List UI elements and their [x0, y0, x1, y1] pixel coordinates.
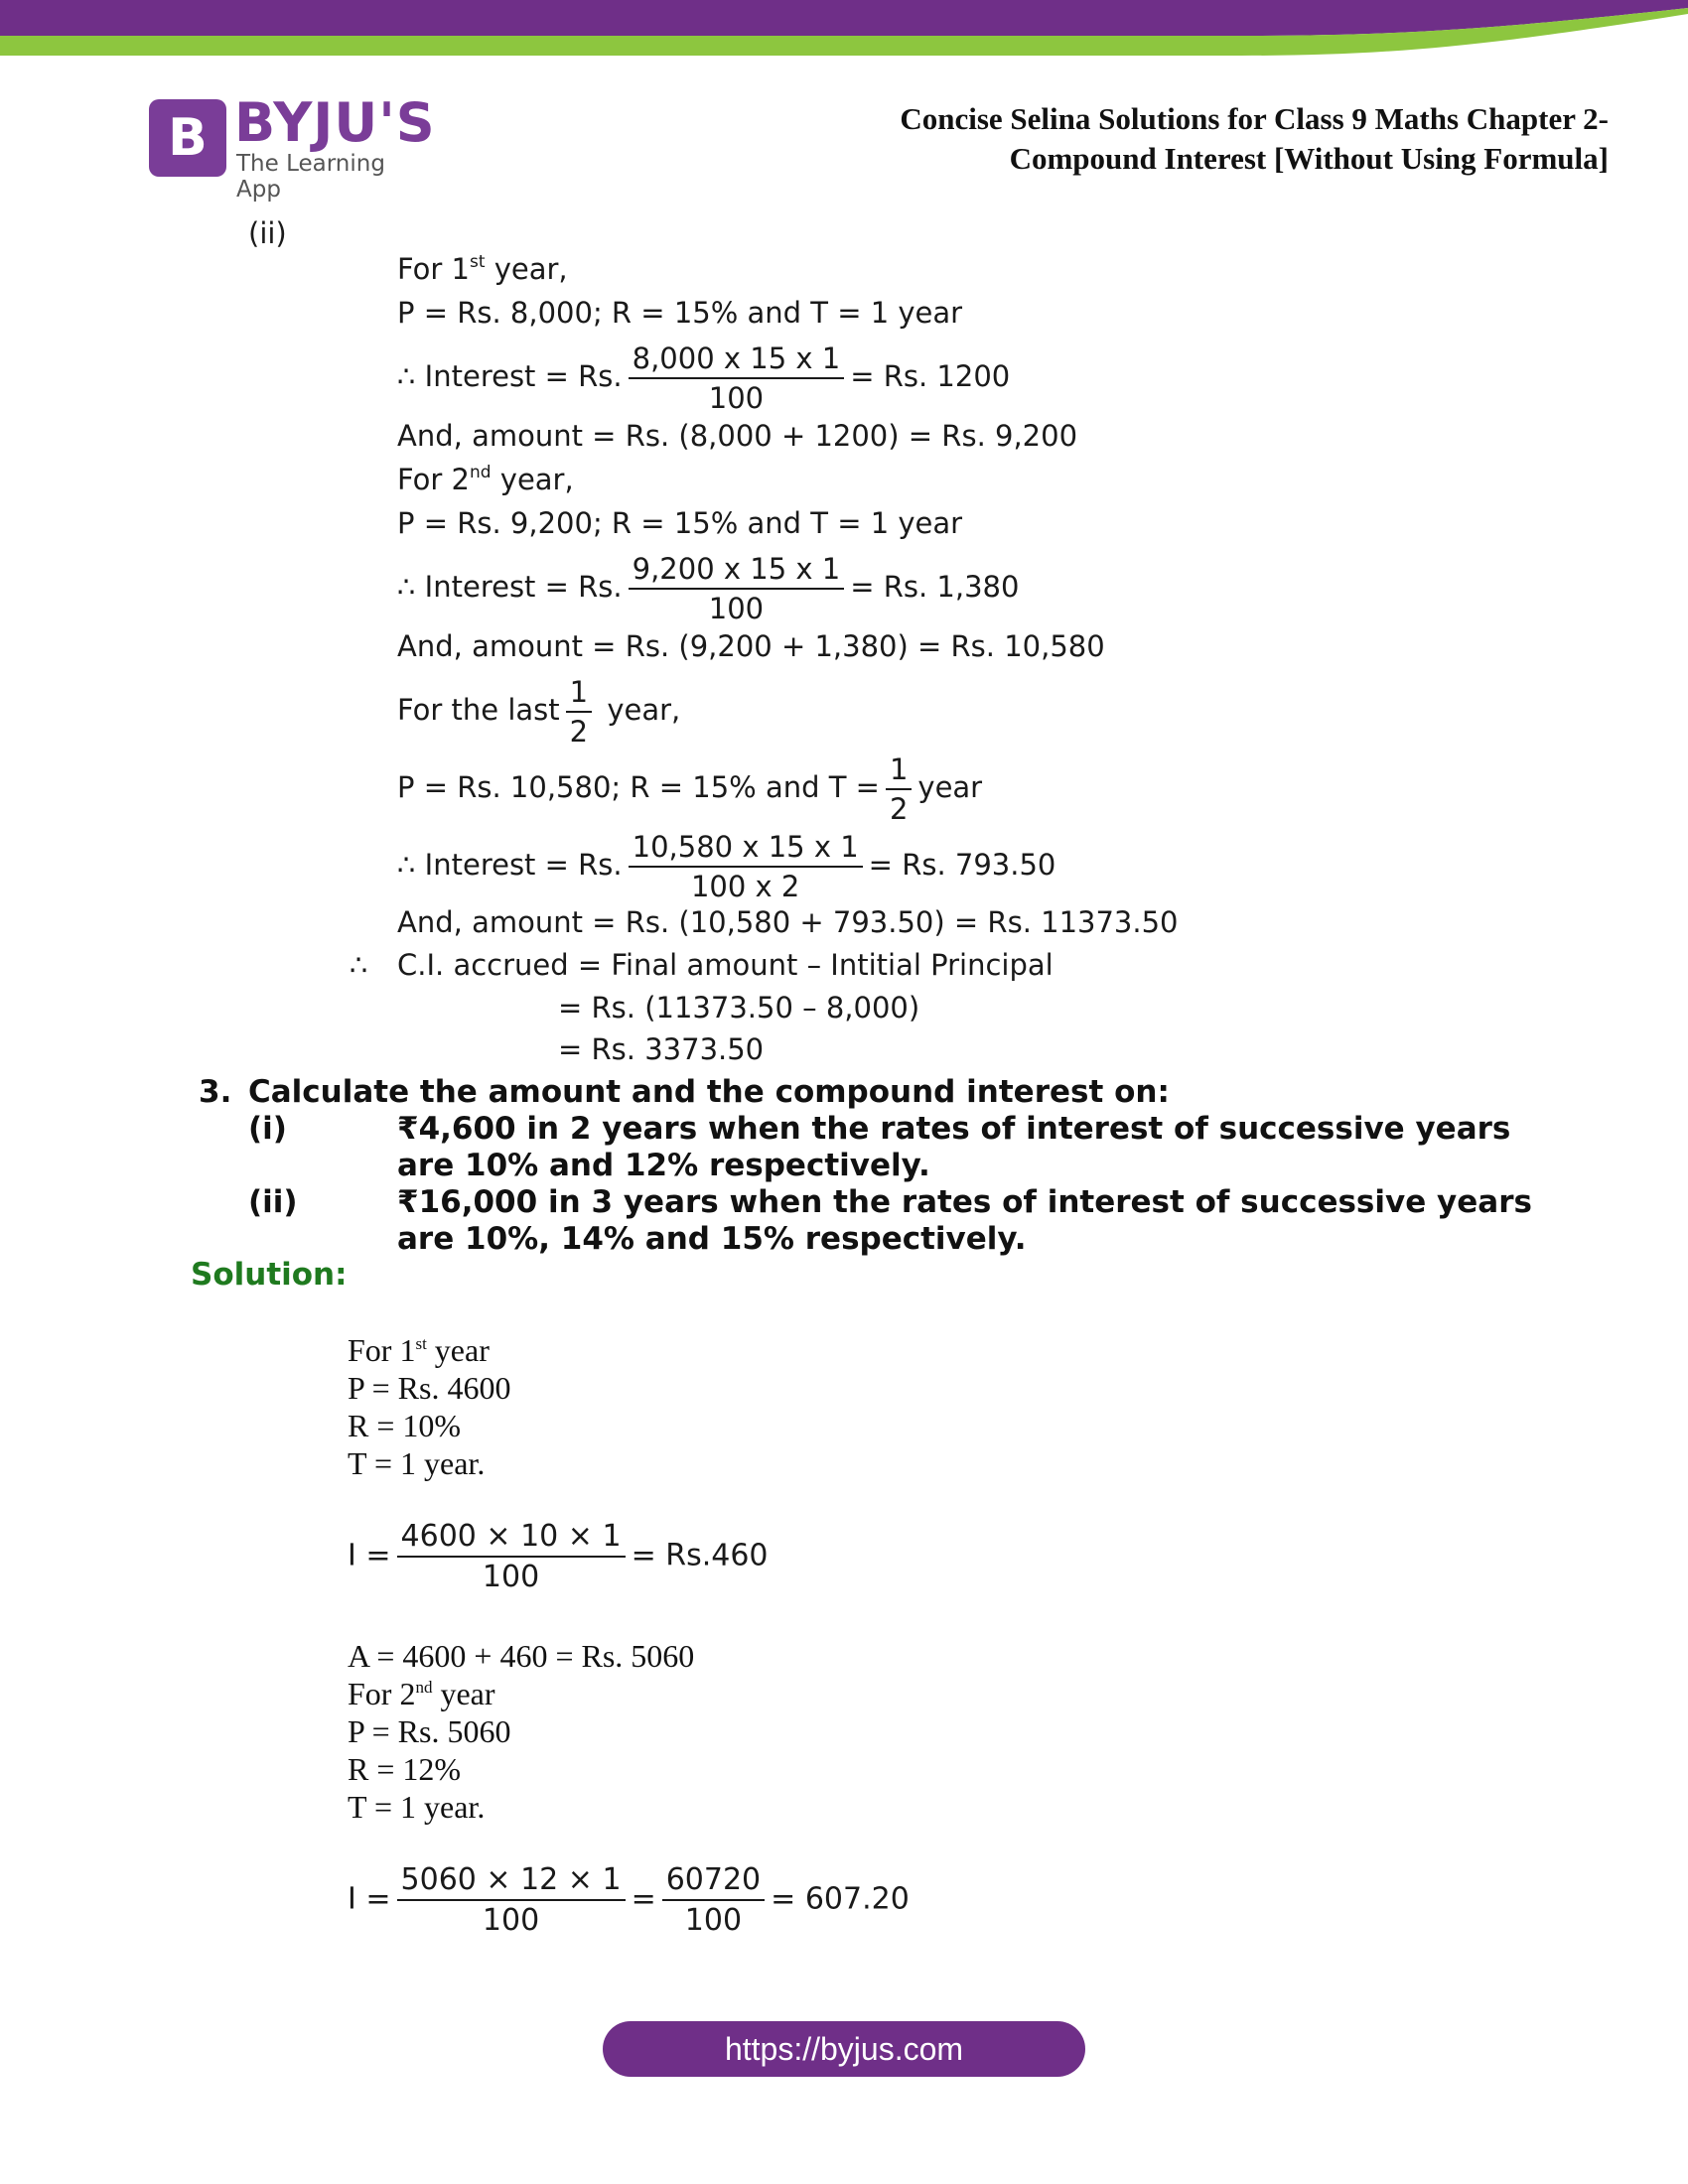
year-1-time: T = 1 year. [348, 1445, 486, 1481]
question-item-label: (i) [248, 1111, 287, 1147]
fraction: $\frac{9,200 x 15 x 1}{100}$ [629, 552, 845, 625]
question-item-text: ₹4,600 in 2 years when the rates of interest of successive years are 10% and 12% respectively. [397, 1111, 1511, 1183]
question-item-text: ₹16,000 in 3 years when the rates of interest of successive years are 10%, 14% and 15% respectively. [397, 1184, 1532, 1257]
year-2-interest-equation: I = $\frac{5060 \times 12 \times 1}{100}$ = $\frac{60720}{100}$ = 607.20 [348, 1862, 910, 1938]
title-line-2: Compound Interest [Without Using Formula] [1009, 141, 1609, 176]
half-year-heading: For the last $\frac{1}{2}$ year, [397, 675, 681, 749]
fraction: $\frac{1}{2}$ [886, 752, 912, 826]
therefore-symbol: ∴ [350, 948, 368, 982]
fraction: $\frac{5060 \times 12 \times 1}{100}$ [397, 1862, 626, 1938]
first-year-amount: And, amount = Rs. (8,000 + 1200) = Rs. 9,200 [397, 419, 1078, 453]
half-year-interest: ∴ Interest = Rs. $\frac{10,580 x 15 x 1}{100 x 2}$ = Rs. 793.50 [397, 830, 1056, 903]
top-band [0, 0, 1688, 60]
brand-tagline: The Learning App [236, 151, 385, 203]
solution-label: Solution: [191, 1257, 348, 1293]
second-year-params: P = Rs. 9,200; R = 15% and T = 1 year [397, 506, 963, 540]
year-1-interest-equation: I = $\frac{4600 \times 10 \times 1}{100}$ = Rs.460 [348, 1519, 769, 1594]
year-1-principal: P = Rs. 4600 [348, 1370, 511, 1406]
second-year-interest: ∴ Interest = Rs. $\frac{9,200 x 15 x 1}{100}$ = Rs. 1,380 [397, 552, 1020, 625]
footer-url-link[interactable]: https://byjus.com [603, 2021, 1085, 2077]
first-year-params: P = Rs. 8,000; R = 15% and T = 1 year [397, 296, 963, 330]
year-1-heading: For 1st year [348, 1332, 490, 1368]
half-year-params: P = Rs. 10,580; R = 15% and T = $\frac{1}{2}$ year [397, 752, 983, 826]
year-2-heading: For 2nd year [348, 1676, 495, 1711]
first-year-heading: For 1st year, [397, 252, 568, 286]
byjus-logo [149, 91, 437, 203]
document-title [900, 99, 1609, 179]
year-2-time: T = 1 year. [348, 1789, 486, 1825]
logo-mark [149, 99, 226, 177]
question-item-label: (ii) [248, 1184, 298, 1220]
half-year-amount: And, amount = Rs. (10,580 + 793.50) = Rs. 11373.50 [397, 905, 1179, 939]
fraction: $\frac{4600 \times 10 \times 1}{100}$ [397, 1519, 626, 1594]
fraction: $\frac{1}{2}$ [566, 675, 592, 749]
second-year-heading: For 2nd year, [397, 463, 574, 496]
year-2-rate: R = 12% [348, 1751, 462, 1787]
brand-name: BYJU'S [234, 91, 436, 154]
second-year-amount: And, amount = Rs. (9,200 + 1,380) = Rs. 10,580 [397, 629, 1105, 663]
ci-step-2: = Rs. 3373.50 [558, 1032, 765, 1066]
ci-line: C.I. accrued = Final amount – Intitial Principal [397, 948, 1054, 982]
part-label: (ii) [248, 216, 287, 250]
logo-letter: B [168, 108, 208, 168]
fraction: $\frac{10,580 x 15 x 1}{100 x 2}$ [629, 830, 863, 903]
question-text: Calculate the amount and the compound interest on: [248, 1074, 1170, 1110]
title-line-1: Concise Selina Solutions for Class 9 Maths Chapter 2- [900, 101, 1609, 136]
year-2-principal: P = Rs. 5060 [348, 1713, 511, 1749]
ci-step-1: = Rs. (11373.50 – 8,000) [558, 991, 920, 1024]
question-number: 3. [199, 1074, 232, 1110]
amount-line: A = 4600 + 460 = Rs. 5060 [348, 1638, 695, 1674]
fraction: $\frac{8,000 x 15 x 1}{100}$ [629, 341, 845, 415]
fraction: $\frac{60720}{100}$ [662, 1862, 765, 1938]
year-1-rate: R = 10% [348, 1408, 462, 1443]
first-year-interest: ∴ Interest = Rs. $\frac{8,000 x 15 x 1}{100}$ = Rs. 1200 [397, 341, 1011, 415]
